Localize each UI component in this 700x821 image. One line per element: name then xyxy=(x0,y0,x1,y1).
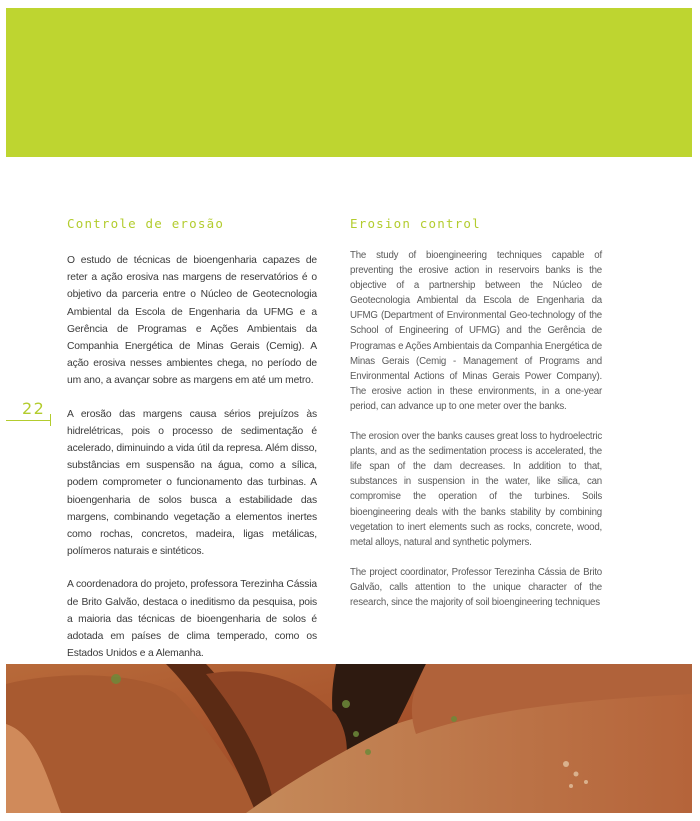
paragraph-en-1: The study of bioengineering techniques capable of preventing the erosive action in reservoirs banks is the objective of a partnership between the Núcleo de Geotecnologia Ambiental da Escola de Engenharia da UFMG (Department of Environmental Geo-technology of the School of Engineering of UFMG) and the Gerência de Programas e Ações Ambientais da Companhia Energética de Minas Gerais (Cemig - Management of Programs and Environmental Actions of Minas Gerais Power Company). The erosive action in these environments, in a one-year period, can advance up to one meter over the banks. xyxy=(350,250,602,412)
english-text-column xyxy=(350,248,602,610)
header-color-banner xyxy=(6,8,692,157)
page-number: 22 xyxy=(22,399,46,418)
paragraph-en-2: The erosion over the banks causes great loss to hydroelectric plants, and as the sedimentation process is accelerated, the life span of the dam decreases. In addition to that, substances in suspension in the water, like silica, can compromise the operation of the turbines. Soils bioengineering deals with the banks stability by combining vegetation to inert elements such as rocks, concrete, wood, metal alloys, natural and synthetic polymers. xyxy=(350,431,602,548)
portuguese-text-column xyxy=(67,252,317,662)
erosion-photo xyxy=(6,664,692,813)
paragraph-pt-1: O estudo de técnicas de bioengenharia capazes de reter a ação erosiva nas margens de reservatórios é o objetivo da parceria entre o Núcleo de Geotecnologia Ambiental da Escola de Engenharia da UFMG e a Gerência de Programas e Ações Ambientais da Companhia Energética de Minas Gerais (Cemig). A ação erosiva nesses ambientes chega, no período de um ano, a avançar sobre as margens em até um metro. xyxy=(67,255,317,387)
page-number-tick xyxy=(50,414,51,426)
heading-portuguese: Controle de erosão xyxy=(67,216,225,231)
paragraph-pt-2: A erosão das margens causa sérios prejuízos às hidrelétricas, pois o processo de sedimentação é acelerado, diminuindo a vida útil da represa. Além disso, substâncias em suspensão na água, como a sílica, podem comprometer o funcionamento das turbinas. A bioengenharia de solos busca a estabilidade das margens, combinando vegetação a elementos inertes como rochas, concretos, madeira, ligas metálicas, polímeros naturais e sintéticos. xyxy=(67,408,317,558)
page-number-rule xyxy=(6,420,51,421)
eroded-soil-image xyxy=(6,664,692,813)
heading-english: Erosion control xyxy=(350,216,481,231)
paragraph-pt-3: A coordenadora do projeto, professora Terezinha Cássia de Brito Galvão, destaca o ineditismo da pesquisa, pois a maioria das técnicas de bioengenharia de solos é adotada em países de clima temperado, como os Estados Unidos e a Alemanha. xyxy=(67,579,317,660)
paragraph-en-3: The project coordinator, Professor Terezinha Cássia de Brito Galvão, calls attention to the unique character of the research, since the majority of soil bioengineering techniques xyxy=(350,566,602,608)
